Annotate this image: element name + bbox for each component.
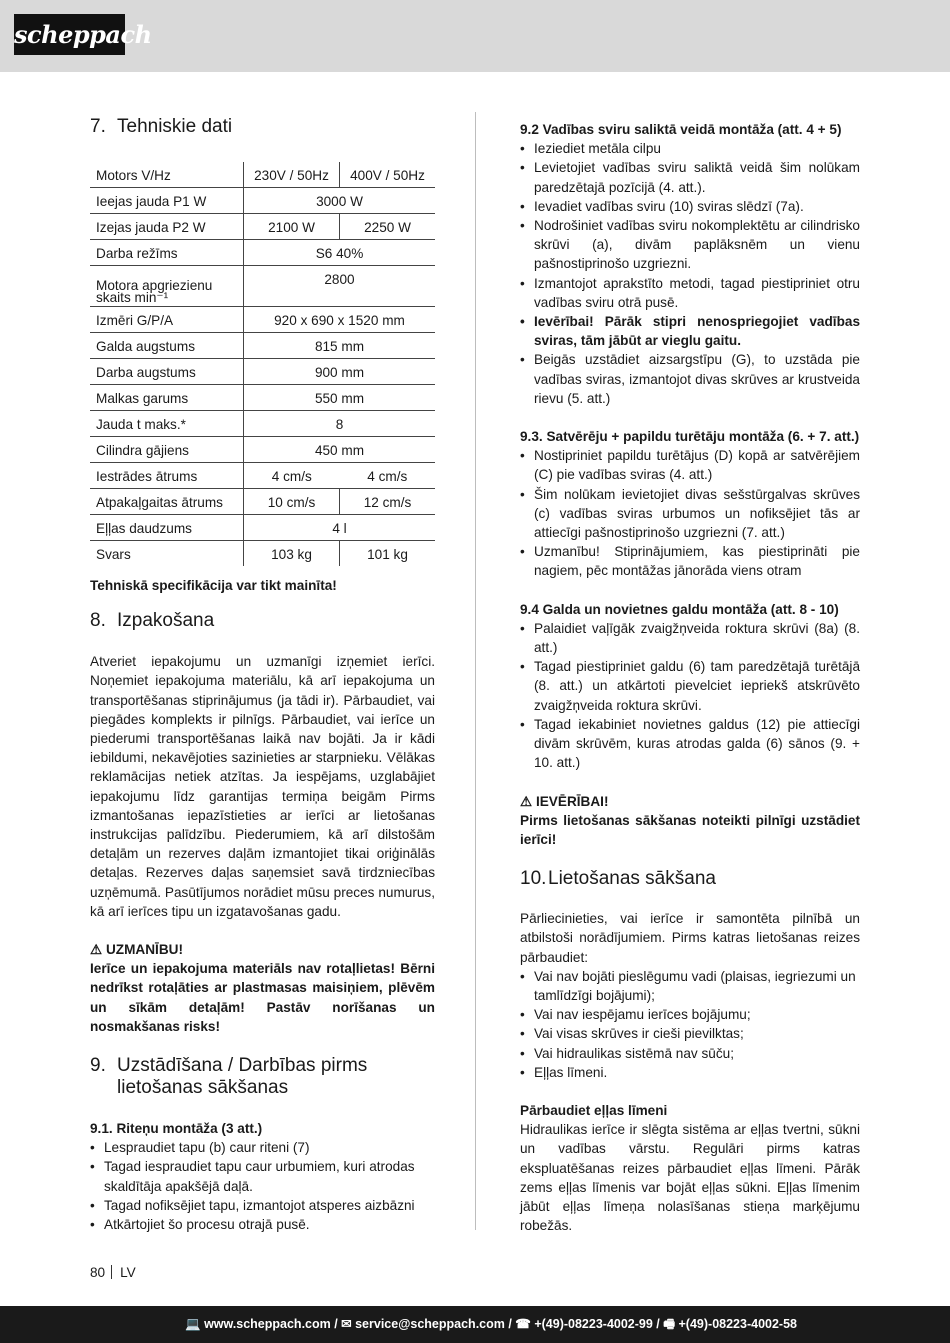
- table-row: [90, 541, 435, 567]
- list-item: • Beigās uzstādiet aizsargstīpu (G), to uzstāda pie vadības sviras, izmantojot divas skrūves ar krustveida rievu (5. att.): [520, 350, 860, 408]
- list-item: • Uzmanību! Stiprinājumiem, kas piestiprināti pie nagiem, pēc montāžas jānorāda viens otram: [520, 542, 860, 580]
- assembly-list-9-4: [520, 619, 860, 773]
- spec-label: Malkas garums: [90, 385, 244, 411]
- subsection-9-2-title: 9.2 Vadības sviru saliktā veidā montāža (att. 4 + 5): [520, 122, 842, 137]
- left-column: [90, 112, 435, 1234]
- spec-value: 2800: [244, 266, 436, 307]
- list-item: • Tagad nofiksējiet tapu, izmantojot atsperes aizbāzni: [90, 1196, 435, 1215]
- list-item: • Tagad iespraudiet tapu caur urbumiem, kuri atrodas skaldītāja apakšējā daļā.: [90, 1157, 435, 1195]
- warning-heading: ⚠ IEVĒRĪBAI!: [520, 793, 609, 809]
- language-code: LV: [120, 1265, 136, 1280]
- section-9-heading: [90, 1055, 435, 1099]
- list-item: • Tagad iekabiniet novietnes galdus (12) pie attiecīgi divām skrūvēm, kuras atrodas galda (6) sānos (9. + 10. att.): [520, 715, 860, 773]
- assembly-list-9-2: [520, 139, 860, 408]
- section-10-heading: [520, 868, 860, 890]
- spec-label: Atpakaļgaitas ātrums: [90, 489, 244, 515]
- spec-label: Jauda t maks.*: [90, 411, 244, 437]
- table-row: [90, 515, 435, 541]
- spec-label: [90, 266, 244, 307]
- table-row: [90, 307, 435, 333]
- list-item: • Atkārtojiet šo procesu otrajā pusē.: [90, 1215, 435, 1234]
- table-row: [90, 411, 435, 437]
- subsection-9-1-title: 9.1. Riteņu montāža (3 att.): [90, 1121, 263, 1137]
- table-row: [90, 188, 435, 214]
- contact-info: 💻 www.scheppach.com / ✉ service@scheppach.com / ☎ +(49)-08223-4002-99 / 🖷 +(49)-08223-4002-58: [185, 1317, 797, 1331]
- list-item: • Ieziediet metāla cilpu: [520, 139, 860, 158]
- list-item: • Vai nav bojāti pieslēgumu vadi (plaisas, iegriezumi un tamlīdzīgi bojājumi);: [520, 967, 860, 1005]
- subsection-9-3-title: 9.3. Satvērēju + papildu turētāju montāža (6. + 7. att.): [520, 429, 860, 445]
- table-row: [90, 359, 435, 385]
- warning-text: Ierīce un iepakojuma materiāls nav rotaļlietas! Bērni nedrīkst rotaļāties ar plastmasas maisiņiem, plēvēm un sīkām detaļām! Pastāv norīšanas un nosmakšanas risks!: [90, 961, 435, 1034]
- oil-check-text: Hidraulikas ierīce ir slēgta sistēma ar eļļas tvertni, sūkni un vadības vārstu. Regulāri pirms katras ekspluatēšanas reizes pārbaudiet eļļas līmeni. Pārāk zems eļļas līmenis var bojāt eļļas sūkni. Eļļas līmenim jābūt eļļas līmeņa nolasīšanas stieņa marķējumu robežās.: [520, 1122, 860, 1234]
- spec-value: 8: [244, 411, 436, 437]
- list-item: • Lespraudiet tapu (b) caur riteni (7): [90, 1138, 435, 1157]
- list-item-warning: • Ievērībai! Pārāk stipri nenospriegojiet vadības sviras, tām jābūt ar vieglu gaitu.: [520, 312, 860, 350]
- spec-value: 12 cm/s: [340, 489, 435, 515]
- spec-label: Iestrādes ātrums: [90, 463, 244, 489]
- spec-value: 900 mm: [244, 359, 436, 385]
- list-item: • Levietojiet vadības sviru saliktā veidā šim nolūkam paredzētajā pozīcijā (4. att.).: [520, 158, 860, 196]
- table-row: [90, 437, 435, 463]
- list-item: • Vai visas skrūves ir cieši pievilktas;: [520, 1024, 860, 1043]
- warning-text: Pirms lietošanas sākšanas noteikti pilnīgi uzstādiet ierīci!: [520, 812, 860, 847]
- table-row: [90, 266, 435, 307]
- spec-label: Eļļas daudzums: [90, 515, 244, 541]
- spec-label: Cilindra gājiens: [90, 437, 244, 463]
- section-number: 9.: [90, 1055, 106, 1077]
- list-item: • Ievadiet vadības sviru (10) sviras slēdzī (7a).: [520, 197, 860, 216]
- warning-heading: ⚠ UZMANĪBU!: [90, 942, 183, 958]
- list-item: • Eļļas līmeni.: [520, 1063, 860, 1082]
- footer-bar: [0, 1306, 950, 1343]
- spec-table: [90, 162, 435, 566]
- spec-value: 2100 W: [244, 214, 340, 240]
- table-row: [90, 333, 435, 359]
- section-title: Lietošanas sākšana: [548, 868, 716, 890]
- spec-value: 815 mm: [244, 333, 436, 359]
- spec-value: 4 cm/s: [340, 463, 435, 489]
- spec-label: Motors V/Hz: [90, 162, 244, 188]
- page-number-value: 80: [90, 1265, 106, 1280]
- list-item: • Izmantojot aprakstīto metodi, tagad piestipriniet otru vadības sviru otrā pusē.: [520, 274, 860, 312]
- table-row: [90, 240, 435, 266]
- spec-value: S6 40%: [244, 240, 436, 266]
- spec-value: 4 l: [244, 515, 436, 541]
- section-title: Uzstādīšana / Darbības pirms lietošanas sākšanas: [117, 1055, 368, 1099]
- spec-label: Izejas jauda P2 W: [90, 214, 244, 240]
- list-item: • Nostipriniet papildu turētājus (D) kopā ar satvērējiem (C) pie vadības sviras (4. att.): [520, 446, 860, 484]
- right-column: [520, 120, 860, 1235]
- page-number: [90, 1265, 136, 1280]
- table-row: [90, 463, 435, 489]
- spec-value: 230V / 50Hz: [244, 162, 340, 188]
- spec-label: Izmēri G/P/A: [90, 307, 244, 333]
- page-number-separator: [111, 1265, 112, 1279]
- spec-label: Darba režīms: [90, 240, 244, 266]
- spec-value: 920 x 690 x 1520 mm: [244, 307, 436, 333]
- spec-value: 550 mm: [244, 385, 436, 411]
- spec-note: Tehniskā specifikācija var tikt mainīta!: [90, 578, 337, 593]
- spec-value: 103 kg: [244, 541, 340, 567]
- spec-label: Svars: [96, 546, 131, 562]
- unpacking-text: Atveriet iepakojumu un uzmanīgi izņemiet ierīci. Noņemiet iepakojuma materiālu, kā arī iepakojuma un transportēšanas stiprinājumus (ja tādi ir). Pārbaudiet, vai piegādes komplekts ir pilnīgs. Pārbaudiet, vai ierīce un piederumi transportēšanas laikā nav bojāti. Ja ir kādi iebildumi, nekavējoties sazinieties ar starpnieku. Vēlākas reklamācijas netiek atzītas. Ja iespējams, uzglabājiet iepakojumu līdz garantijas termiņa beigām Pirms izmantošanas iepazīstieties ar ierīci ar lietošanas instrukcijas palīdzību. Piederumiem, kā arī dilstošām detaļām un rezerves daļām izmantojiet tikai oriģinālās detaļas. Rezerves daļas saņemsiet savā tirdzniecības uzņēmumā. Pasūtījumos norādiet mūsu preces numurus, kā arī ierīces tipu un izgatavošanas gadu.: [90, 654, 435, 919]
- column-divider: [475, 112, 476, 1230]
- spec-value: 450 mm: [244, 437, 436, 463]
- list-item: • Palaidiet vaļīgāk zvaigžņveida roktura skrūvi (8a) (8. att.): [520, 619, 860, 657]
- spec-label: Ieejas jauda P1 W: [90, 188, 244, 214]
- spec-label-line: skaits min⁻¹: [96, 290, 169, 305]
- spec-value: 10 cm/s: [244, 489, 340, 515]
- spec-value: 101 kg: [340, 541, 435, 567]
- table-row: [90, 489, 435, 515]
- subsection-9-4-title: 9.4 Galda un novietnes galdu montāža (att. 8 - 10): [520, 601, 839, 617]
- spec-label-line: Motora apgriezienu: [96, 278, 213, 293]
- list-item: • Vai nav iespējamu ierīces bojājumu;: [520, 1005, 860, 1024]
- table-row: [90, 385, 435, 411]
- section-title: Izpakošana: [117, 610, 215, 632]
- list-item: • Tagad piestipriniet galdu (6) tam paredzētajā turētājā (8. att.) un atkārtoti pievelciet iepriekš atskrūvēto zvaigžņveida roktura skrūvi.: [520, 657, 860, 715]
- list-item: • Nodrošiniet vadības sviru nokomplektētu ar cilindrisko skrūvi (a), divām paplāksnēm un vienu pašnostiprinošo uzgriezni.: [520, 216, 860, 274]
- list-item: • Šim nolūkam ievietojiet divas sešstūrgalvas skrūves (c) vadības sviras urbumos un nofiksējiet tās ar attiecīgi pašnostiprinošo uzgriezni (7. att.): [520, 485, 860, 543]
- oil-check-title: Pārbaudiet eļļas līmeni: [520, 1102, 668, 1118]
- spec-label: Darba augstums: [90, 359, 244, 385]
- section-title: Tehniskie dati: [117, 116, 233, 137]
- assembly-list-9-3: [520, 446, 860, 580]
- table-row: [90, 214, 435, 240]
- section-7-heading: [90, 116, 435, 138]
- spec-value: 3000 W: [244, 188, 436, 214]
- spec-value: 400V / 50Hz: [340, 162, 435, 188]
- section-number: 7.: [90, 116, 106, 137]
- spec-value: 4 cm/s: [244, 463, 340, 489]
- section-8-heading: [90, 610, 435, 632]
- startup-intro: Pārliecinieties, vai ierīce ir samontēta pilnībā un atbilstoši norādījumiem. Pirms katras lietošanas reizes pārbaudiet:: [520, 911, 860, 965]
- spec-label: Galda augstums: [90, 333, 244, 359]
- table-row: [90, 162, 435, 188]
- section-number: 8.: [90, 610, 106, 632]
- header-bar: [0, 0, 950, 72]
- brand-logo: scheppach: [14, 14, 125, 55]
- list-item: • Vai hidraulikas sistēmā nav sūču;: [520, 1044, 860, 1063]
- spec-value: 2250 W: [340, 214, 435, 240]
- assembly-list-9-1: [90, 1138, 435, 1234]
- section-number: 10.: [520, 868, 547, 890]
- startup-checklist: [520, 967, 860, 1082]
